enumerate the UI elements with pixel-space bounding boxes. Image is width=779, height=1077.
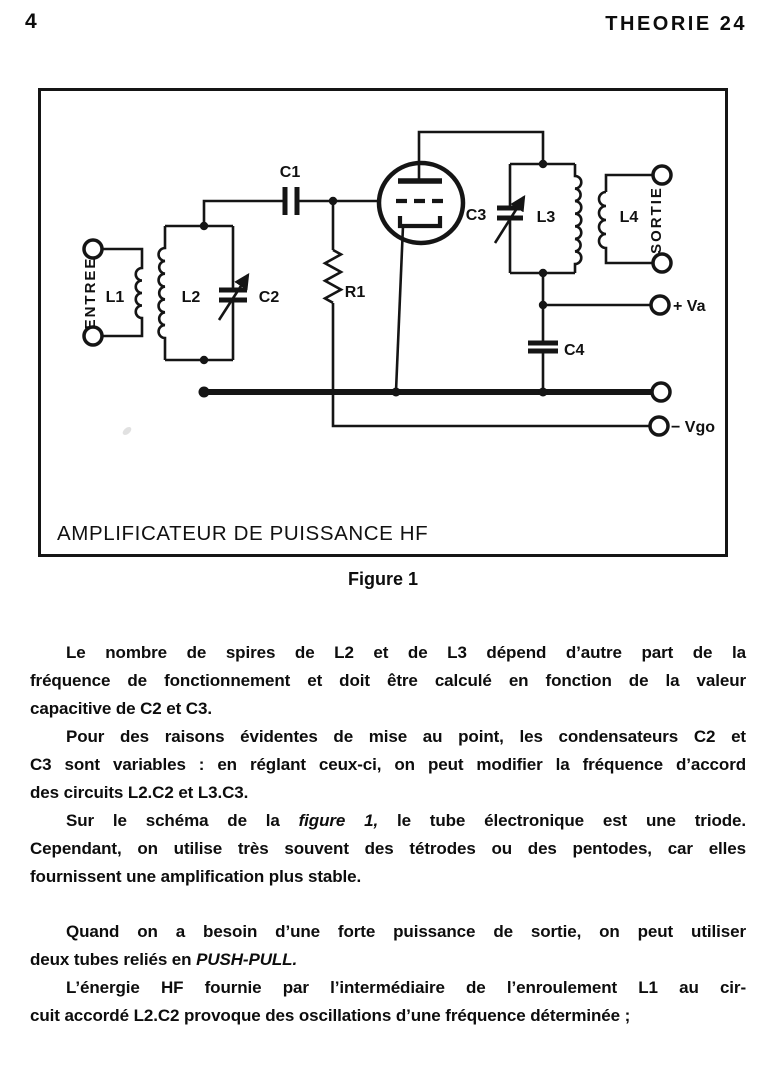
- label-c4: C4: [564, 342, 585, 359]
- label-l4: L4: [619, 209, 639, 226]
- scan-artifact: [121, 425, 133, 436]
- text-run-italic: figure 1,: [298, 811, 379, 830]
- text-run: le tube électronique est une triode.: [378, 811, 746, 830]
- terminal-sortie-bottom: [653, 254, 671, 272]
- terminal-vgo: [650, 417, 668, 435]
- body-line: cuit accordé L2.C2 provoque des oscillations d’une fréquence déterminée ;: [30, 1006, 631, 1025]
- text-run-italic: PUSH-PULL.: [196, 950, 298, 969]
- label-entree: ENTREE: [82, 256, 99, 330]
- terminal-va: [651, 296, 669, 314]
- body-line: Cependant, on utilise très souvent des tétrodes ou des pentodes, car elles: [30, 839, 746, 858]
- capacitor-c3: [497, 208, 523, 218]
- label-r1: R1: [344, 284, 366, 301]
- page-number: 4: [25, 10, 37, 33]
- running-header: THEORIE 24: [605, 13, 747, 35]
- body-line: C3 sont variables : en réglant ceux-ci, on peut modifier la fréquence d’accord: [30, 755, 746, 774]
- text-run: Sur le schéma de la: [66, 811, 299, 830]
- cathode-lead: [396, 226, 403, 391]
- body-line: Quand on a besoin d’une forte puissance de sortie, on peut utiliser: [66, 922, 746, 941]
- body-line: L’énergie HF fournie par l’intermédiaire de l’enroulement L1 au cir-: [66, 978, 746, 997]
- grid-wire-left: [204, 201, 283, 226]
- label-vgo: − Vgo: [671, 419, 716, 436]
- coil-l4: [599, 192, 653, 263]
- body-line: capacitive de C2 et C3.: [30, 699, 212, 718]
- circuit-schematic: [38, 88, 728, 557]
- capacitor-c1: [285, 187, 297, 215]
- figure-caption: AMPLIFICATEUR DE PUISSANCE HF: [57, 522, 429, 545]
- label-c2: C2: [258, 289, 280, 306]
- body-line: [30, 807, 746, 835]
- label-l1: L1: [105, 289, 125, 306]
- coil-l2: [159, 226, 165, 360]
- junction-dots: [199, 160, 548, 398]
- label-sortie: SORTIE: [648, 186, 665, 254]
- label-va: + Va: [673, 298, 706, 315]
- l4-top-wire: [606, 175, 653, 192]
- label-c1: C1: [279, 164, 301, 181]
- resistor-r1: [325, 250, 341, 303]
- label-c3: C3: [465, 207, 487, 224]
- label-l3: L3: [536, 209, 556, 226]
- vgo-wire: [333, 303, 650, 426]
- body-line: fournissent une amplification plus stable.: [30, 867, 362, 886]
- figure-number-label: Figure 1: [347, 569, 418, 589]
- text-run: deux tubes reliés en: [30, 950, 197, 969]
- capacitor-c4: [528, 343, 558, 351]
- body-line: Pour des raisons évidentes de mise au point, les condensateurs C2 et: [66, 727, 746, 746]
- body-line: Le nombre de spires de L2 et de L3 dépend d’autre part de la: [66, 643, 746, 662]
- terminal-sortie-top: [653, 166, 671, 184]
- schematic-figure: [38, 88, 728, 557]
- body-line: des circuits L2.C2 et L3.C3.: [30, 783, 249, 802]
- body-line: fréquence de fonctionnement et doit être calculé en fonction de la valeur: [30, 671, 746, 690]
- coil-l3: [575, 164, 581, 273]
- label-l2: L2: [181, 289, 201, 306]
- body-text: [30, 639, 746, 1030]
- terminal-ground: [652, 383, 670, 401]
- body-line: [30, 946, 746, 974]
- terminal-entree-top: [84, 240, 102, 258]
- wires: [102, 132, 653, 426]
